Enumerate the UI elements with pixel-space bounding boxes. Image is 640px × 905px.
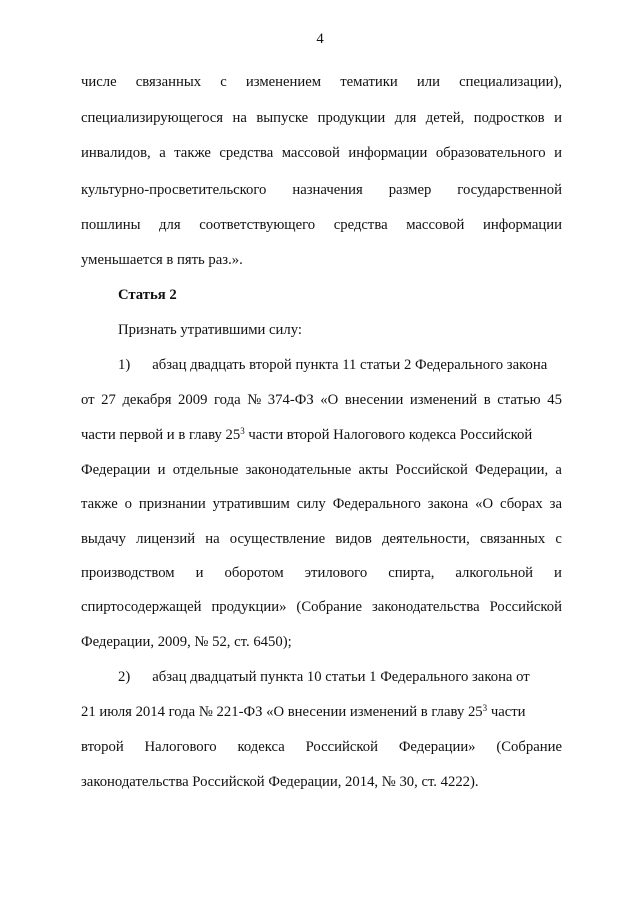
text-line-8: Признать утратившими силу:	[118, 322, 302, 338]
list-item-2-first-line: 2) абзац двадцатый пункта 10 статьи 1 Федерального закона от	[118, 669, 530, 685]
text-line-17: Федерации, 2009, № 52, ст. 6450);	[81, 634, 292, 650]
text-line-3: инвалидов, а также средства массовой информации образовательного и	[81, 145, 562, 161]
text-line-20: второй Налогового кодекса Российской Федерации» (Собрание	[81, 739, 562, 755]
text-line-10: от 27 декабря 2009 года № 374-ФЗ «О внесении изменений в статью 45	[81, 392, 562, 408]
superscript: 3	[240, 426, 245, 436]
text-line-13: также о признании утратившим силу Федерального закона «О сборах за	[81, 496, 562, 512]
superscript: 3	[482, 703, 488, 713]
text-line-11: части первой и в главу $25^3$ части второй Налогового кодекса Российской	[81, 426, 533, 443]
list-number: 2)	[118, 669, 131, 685]
text-line-14: выдачу лицензий на осуществление видов деятельности, связанных с	[81, 531, 562, 547]
text-line-21: законодательства Российской Федерации, 2014, № 30, ст. 4222).	[81, 774, 479, 790]
page-number: 4	[316, 31, 324, 47]
list-item-1-first-line: 1) абзац двадцать второй пункта 11 статьи 2 Федерального закона	[118, 357, 548, 373]
text-line-16: спиртосодержащей продукции» (Собрание законодательства Российской	[81, 599, 562, 615]
article-heading: Статья 2	[118, 287, 177, 303]
text-line-19: 21 июля 2014 года № 221-ФЗ «О внесении изменений в главу $25^3$ части	[81, 703, 526, 720]
list-number: 1)	[118, 357, 131, 373]
text-line-6: уменьшается в пять раз.».	[81, 252, 243, 268]
text-line-4: культурно-просветительского назначения размер государственной	[81, 182, 562, 198]
text-line-1: числе связанных с изменением тематики или специализации),	[81, 74, 562, 90]
text-line-5: пошлины для соответствующего средства массовой информации	[81, 217, 562, 233]
text-line-15: производством и оборотом этилового спирта, алкогольной и	[81, 565, 562, 581]
text-line-2: специализирующегося на выпуске продукции для детей, подростков и	[81, 110, 562, 126]
text-line-12: Федерации и отдельные законодательные акты Российской Федерации, а	[81, 462, 562, 478]
